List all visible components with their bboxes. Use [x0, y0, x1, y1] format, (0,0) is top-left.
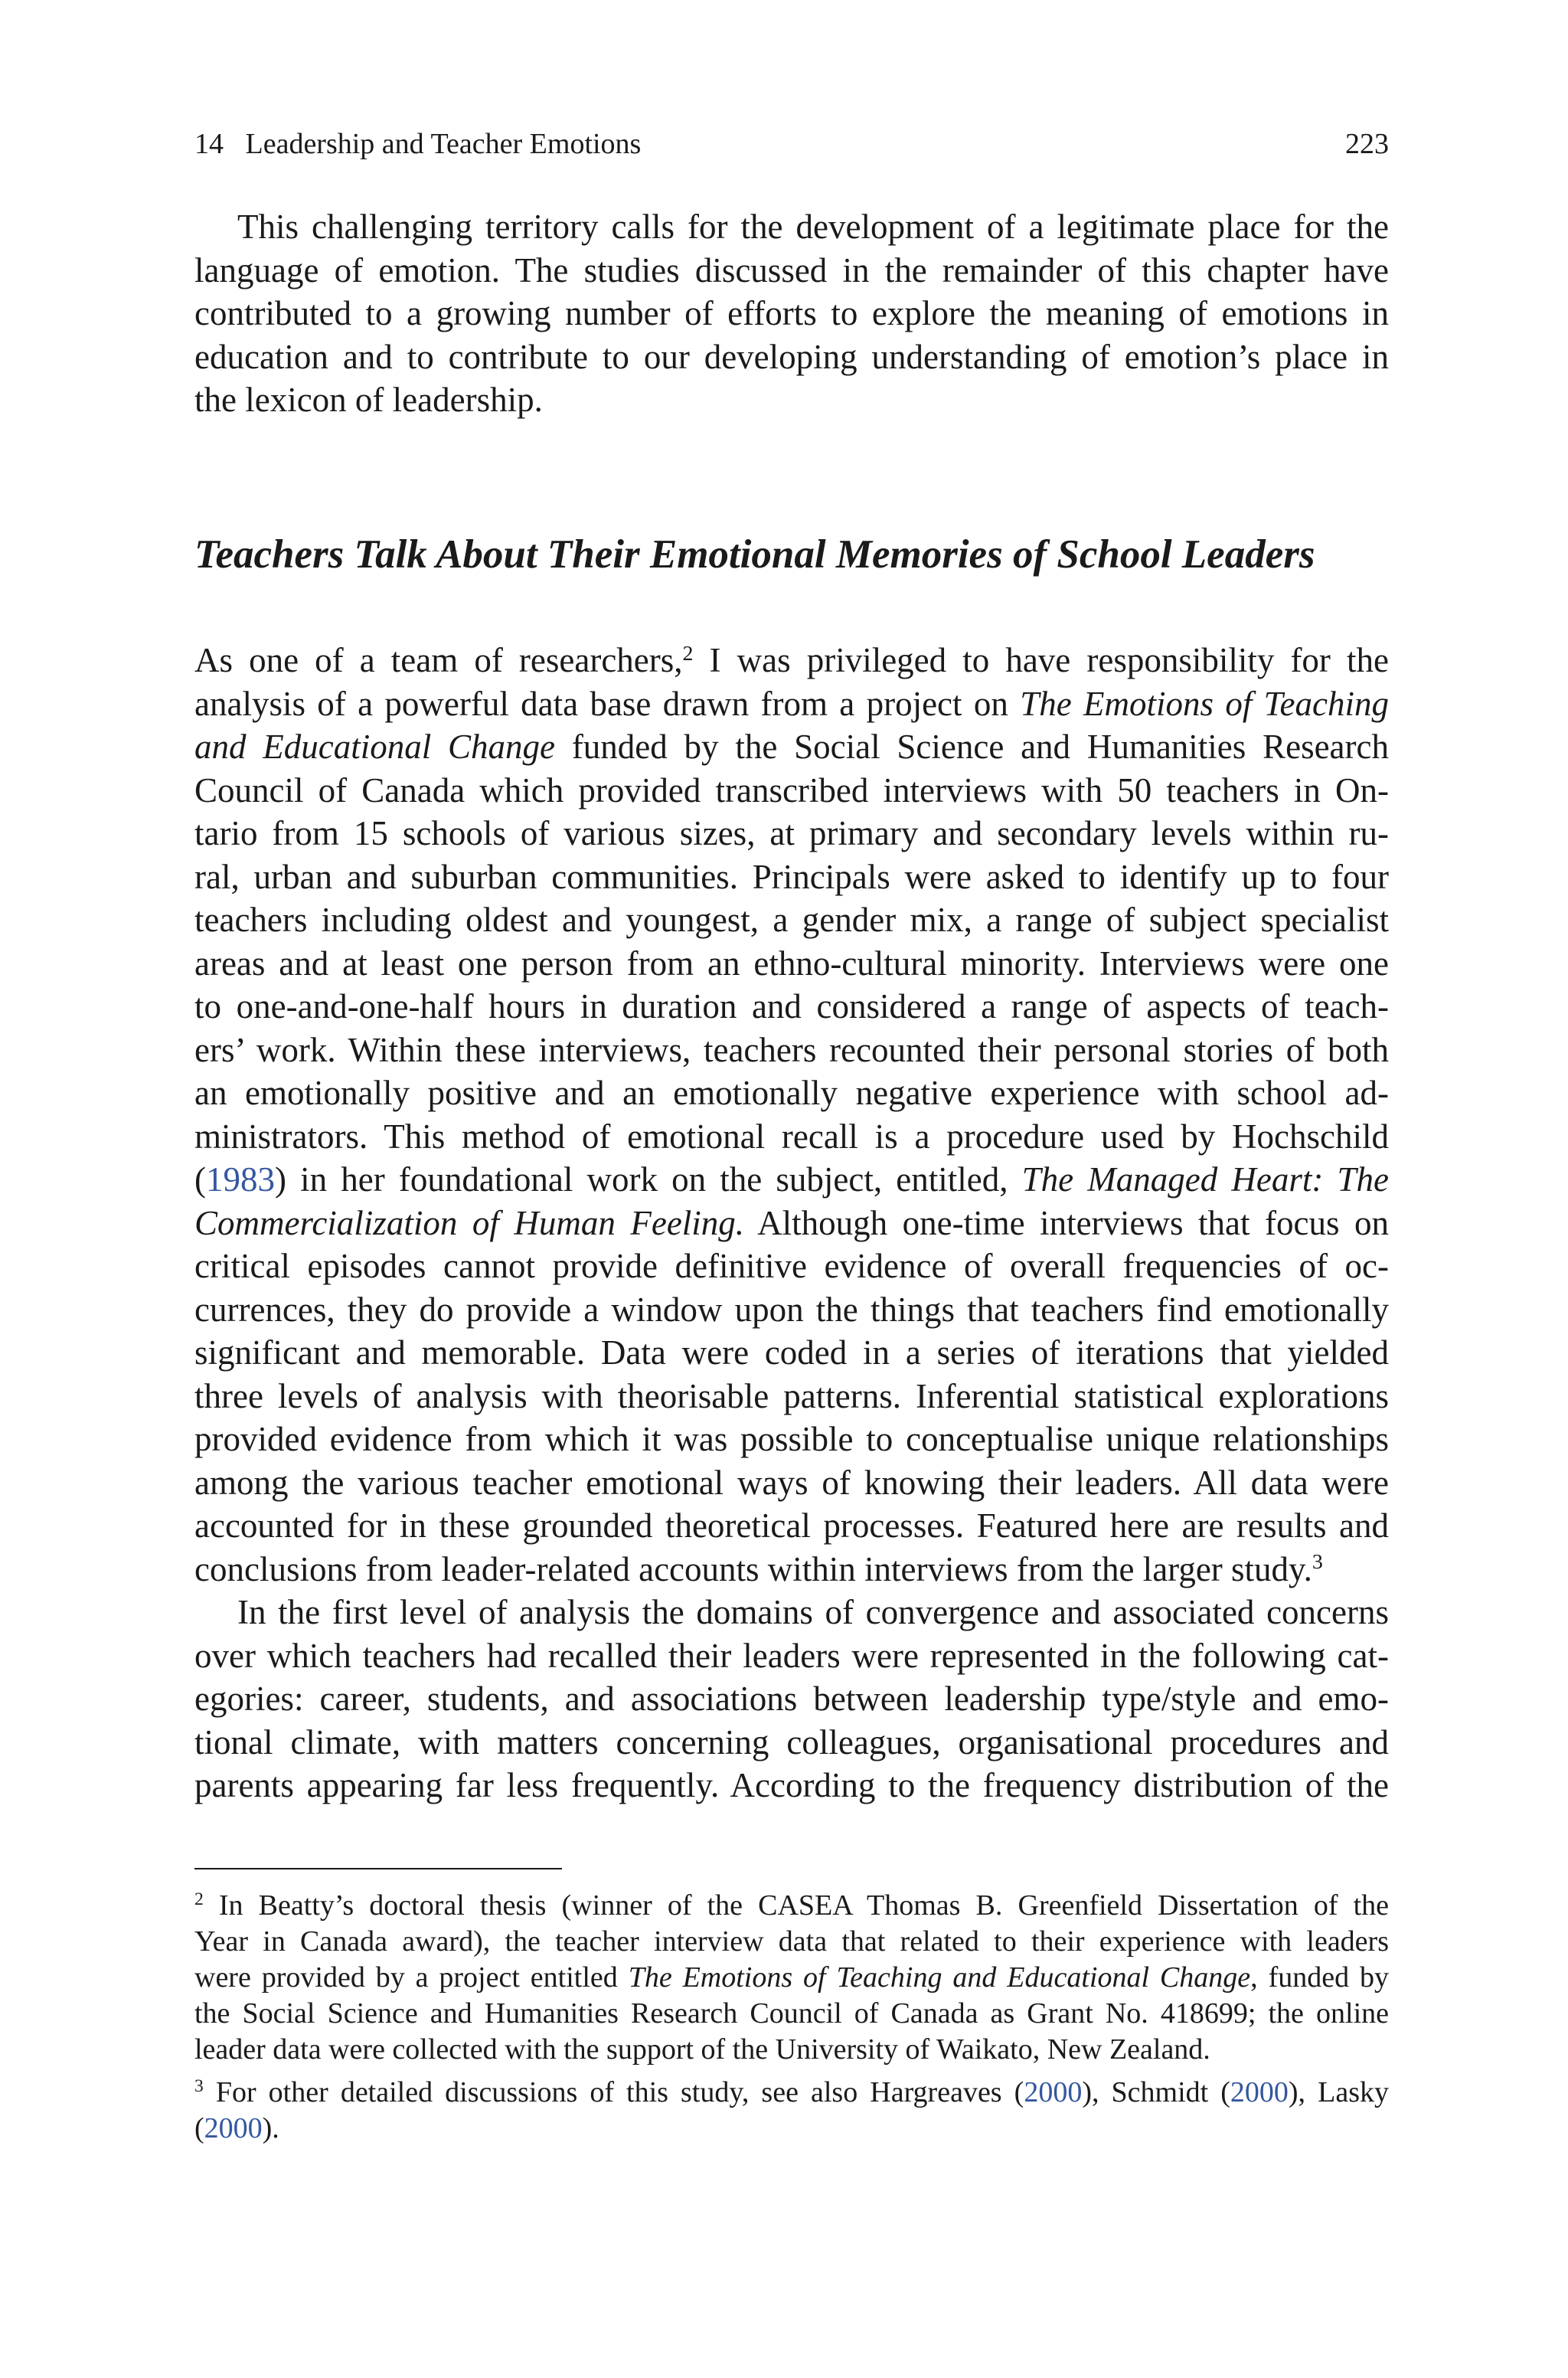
text-run: In the first level of analysis the domains of convergence and associated concerns: [237, 1593, 1389, 1631]
text-line: [194, 1677, 1389, 1721]
italic-title: and Educational Change: [194, 728, 556, 766]
footnote-marker[interactable]: 3: [194, 2076, 204, 2097]
citation-link[interactable]: 2000: [1024, 2076, 1083, 2108]
text-run: parents appearing far less frequently. According to the frequency distribution of the: [194, 1766, 1389, 1804]
text-line: [194, 985, 1389, 1029]
text-line: [194, 1461, 1389, 1505]
footnote-3: [194, 2075, 1389, 2147]
text-run: the lexicon of leadership.: [194, 381, 543, 419]
footnote-marker[interactable]: 3: [1312, 1550, 1323, 1575]
footnote-divider: [194, 1868, 562, 1869]
text-line: [194, 1591, 1389, 1634]
text-run: critical episodes cannot provide definitive evidence of overall frequencies of oc-: [194, 1247, 1389, 1285]
text-run: (: [194, 2112, 204, 2144]
text-run: ers’ work. Within these interviews, teachers recounted their personal stories of both: [194, 1030, 1389, 1069]
text-line: [194, 1158, 1389, 1202]
text-run: funded by the Social Science and Humanities Research: [555, 728, 1389, 766]
text-run: provided evidence from which it was possible to conceptualise unique relationships: [194, 1420, 1389, 1458]
text-line: [194, 898, 1389, 942]
paragraph-2-and-3: [194, 639, 1389, 1807]
text-run: As one of a team of researchers,: [194, 641, 683, 679]
text-line: [194, 639, 1389, 682]
text-run: This challenging territory calls for the development of a legitimate place for the: [237, 208, 1389, 246]
text-line: [194, 1288, 1389, 1332]
text-line: [194, 682, 1389, 726]
text-run: accounted for in these grounded theoretical processes. Featured here are results and: [194, 1506, 1389, 1545]
citation-link[interactable]: 2000: [204, 2112, 263, 2144]
citation-link[interactable]: 1983: [206, 1160, 275, 1199]
text-run: ral, urban and suburban communities. Principals were asked to identify up to four: [194, 857, 1389, 896]
text-line: [194, 292, 1389, 335]
text-run: ), Schmidt (: [1082, 2076, 1230, 2108]
text-run: an emotionally positive and an emotionally negative experience with school ad-: [194, 1074, 1389, 1112]
italic-title: The Emotions of Teaching: [1020, 684, 1390, 723]
running-header: [194, 126, 1389, 162]
text-run: ministrators. This method of emotional recall is a procedure used by Hochschild: [194, 1117, 1389, 1156]
citation-link[interactable]: 2000: [1230, 2076, 1289, 2108]
text-run: education and to contribute to our developing understanding of emotion’s place in: [194, 337, 1389, 376]
paragraph-3: [194, 1591, 1389, 1807]
text-run: , funded by: [1250, 1961, 1389, 1994]
text-run: were provided by a project entitled: [194, 1961, 629, 1994]
text-run: For other detailed discussions of this study, see also Hargreaves (: [203, 2076, 1024, 2108]
text-run: Council of Canada which provided transcribed interviews with 50 teachers in On-: [194, 770, 1389, 810]
text-run: three levels of analysis with theorisable patterns. Inferential statistical explorations: [194, 1376, 1389, 1415]
page-number: 223: [1345, 128, 1389, 160]
text-run: ).: [262, 2112, 279, 2144]
text-line: [194, 855, 1389, 899]
text-line: [194, 1504, 1389, 1548]
text-run: significant and memorable. Data were coded in a series of iterations that yielded: [194, 1333, 1389, 1372]
footnote-line: [194, 1996, 1389, 2032]
italic-title: Commercialization of Human Feeling.: [194, 1203, 745, 1242]
text-run: tario from 15 schools of various sizes, at primary and secondary levels within ru-: [194, 814, 1389, 852]
text-line: [194, 812, 1389, 855]
text-line: [194, 942, 1389, 986]
text-line: [194, 335, 1389, 379]
text-line: [194, 769, 1389, 813]
footnote-2: [194, 1888, 1389, 2068]
footnote-line: [194, 1888, 1389, 1924]
text-run: Although one-time interviews that focus on: [744, 1203, 1390, 1242]
chapter-number: 14: [194, 128, 224, 160]
footnote-marker[interactable]: 2: [682, 641, 694, 666]
text-line: [194, 1375, 1389, 1418]
text-run: language of emotion. The studies discussed in the remainder of this chapter have: [194, 250, 1389, 289]
text-run: In Beatty’s doctoral thesis (winner of the CASEA Thomas B. Greenfield Dissertation of the: [203, 1889, 1389, 1922]
text-run: the Social Science and Humanities Research Council of Canada as Grant No. 418699; the online: [194, 1997, 1389, 2030]
paragraph-1: [194, 205, 1389, 422]
text-run: tional climate, with matters concerning colleagues, organisational procedures and: [194, 1722, 1389, 1761]
text-line: [194, 1764, 1389, 1807]
text-run: egories: career, students, and associations between leadership type/style and emo-: [194, 1680, 1389, 1718]
text-line: [194, 1245, 1389, 1288]
text-line: [194, 1331, 1389, 1375]
text-line: [194, 725, 1389, 769]
text-line: [194, 1634, 1389, 1678]
text-line: [194, 249, 1389, 293]
text-line: [194, 1202, 1389, 1245]
text-line: [194, 1548, 1389, 1591]
paragraph-2: [194, 639, 1389, 1591]
text-run: to one-and-one-half hours in duration and considered a range of aspects of teach-: [194, 987, 1389, 1025]
section-heading: Teachers Talk About Their Emotional Memories of School Leaders: [194, 532, 1315, 577]
italic-title: The Managed Heart: The: [1021, 1160, 1390, 1199]
footnote-line: [194, 1960, 1389, 1996]
text-run: currences, they do provide a window upon the things that teachers find emotionally: [194, 1290, 1389, 1329]
text-run: areas and at least one person from an ethno-cultural minority. Interviews were one: [194, 944, 1389, 983]
text-line: [194, 1721, 1389, 1765]
text-run: leader data were collected with the support of the University of Waikato, New Zealand.: [194, 2033, 1210, 2066]
footnote-line: [194, 1924, 1389, 1960]
text-line: [194, 1418, 1389, 1461]
footnote-line: [194, 2111, 1389, 2147]
text-line: [194, 1029, 1389, 1072]
text-run: ), Lasky: [1288, 2076, 1389, 2108]
italic-title: The Emotions of Teaching and Educational Change: [628, 1961, 1251, 1994]
chapter-title: Leadership and Teacher Emotions: [245, 128, 642, 160]
text-run: teachers including oldest and youngest, a gender mix, a range of subject specialist: [194, 901, 1389, 939]
text-run: over which teachers had recalled their leaders were represented in the following cat-: [194, 1636, 1389, 1675]
text-line: [194, 378, 1389, 422]
text-run: conclusions from leader-related accounts within interviews from the larger study.: [194, 1549, 1312, 1588]
text-run: ) in her foundational work on the subject, entitled,: [275, 1160, 1022, 1199]
text-run: (: [194, 1160, 206, 1199]
text-run: among the various teacher emotional ways of knowing their leaders. All data were: [194, 1463, 1389, 1502]
text-run: I was privileged to have responsibility for the: [693, 641, 1389, 679]
footnote-marker[interactable]: 2: [194, 1889, 204, 1910]
footnote-line: [194, 2032, 1389, 2068]
text-run: analysis of a powerful data base drawn from a project on: [194, 684, 1021, 723]
footnote-line: [194, 2075, 1389, 2111]
text-line: [194, 1071, 1389, 1115]
text-run: contributed to a growing number of efforts to explore the meaning of emotions in: [194, 294, 1389, 332]
text-run: Year in Canada award), the teacher interview data that related to their experience with leaders: [194, 1925, 1389, 1958]
text-line: [194, 205, 1389, 249]
text-line: [194, 1115, 1389, 1159]
